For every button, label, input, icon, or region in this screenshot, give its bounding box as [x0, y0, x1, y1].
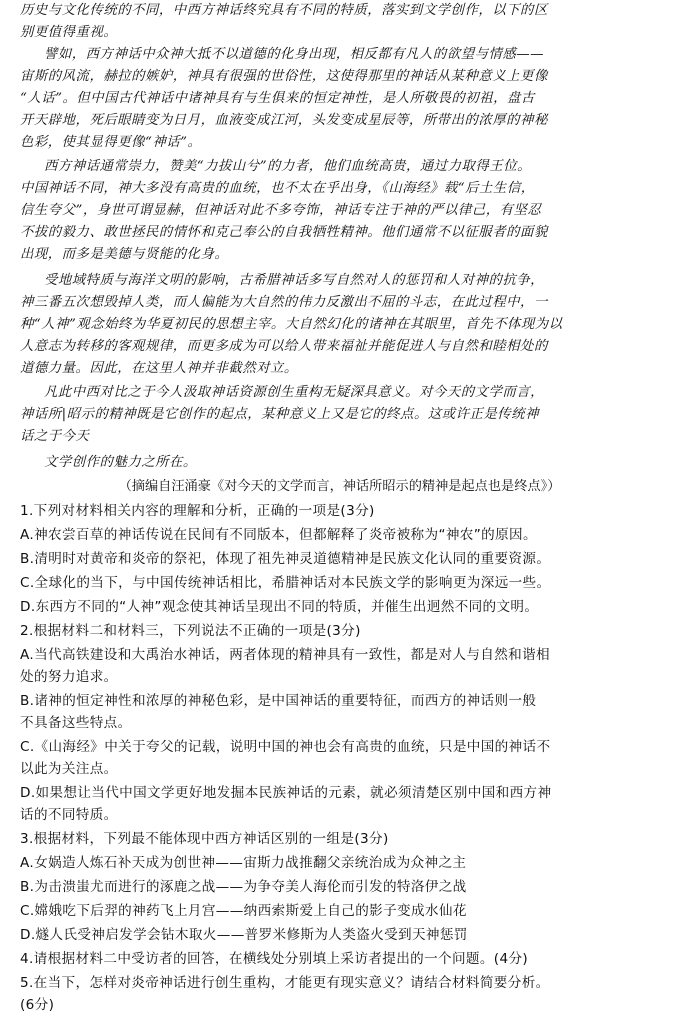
question-3-option-c: C.嫦娥吃下后羿的神药飞上月宫——纳西索斯爱上自己的影子变成水仙花	[20, 903, 467, 919]
passage-source: （摘编自汪涌豪《对今天的文学而言，神话所昭示的精神是起点也是终点》）	[118, 479, 561, 494]
passage-line-20: 话之于今天	[20, 429, 90, 444]
passage-line-19: 神话所|昭示的精神既是它创作的起点，某种意义上又是它的终点。这或许正是传统神	[20, 407, 539, 422]
passage-line-12: 出现，而多是美德与贤能的化身。	[20, 247, 229, 262]
question-2-stem: 2.根据材料二和材料三，下列说法不正确的一项是(3分)	[20, 623, 361, 639]
passage-line-13: 受地域特质与海洋文明的影响，古希腊神话多写自然对人的惩罚和人对神的抗争，	[44, 273, 545, 288]
passage-line-9: 中国神话不同，神大多没有高贵的血统，也不太在乎出身，《山海经》载“后土生信，	[20, 181, 535, 196]
passage-line-3: 譬如，西方神话中众神大抵不以道德的化身出现，相反都有凡人的欲望与情感——	[44, 47, 545, 62]
passage-line-4: 宙斯的风流，赫拉的嫉妒，神具有很强的世俗性，这使得那里的神话从某种意义上更像	[20, 69, 548, 84]
passage-line-1: 历史与文化传统的不同，中西方神话终究具有不同的特质，落实到文学创作，以下的区	[20, 3, 548, 18]
question-2-option-c-cont: 以此为关注点。	[20, 761, 118, 777]
question-3-option-d: D.燧人氏受神启发学会钻木取火——普罗米修斯为人类盗火受到天神惩罚	[20, 927, 468, 943]
passage-line-14: 神三番五次想毁掉人类，而人偏能为大自然的伟力反激出不屈的斗志，在此过程中，一	[20, 295, 548, 310]
passage-line-5: “人话”。但中国古代神话中诸神具有与生俱来的恒定神性，是人所敬畏的初祖，盘古	[20, 91, 535, 106]
question-5-stem: 5.在当下，怎样对炎帝神话进行创生重构，才能更有现实意义？请结合材料简要分析。	[20, 975, 550, 991]
question-1-option-d: D.东西方不同的“人神”观念使其神话呈现出不同的特质，并催生出迥然不同的文明。	[20, 599, 539, 615]
question-4-stem: 4.请根据材料二中受访者的回答，在横线处分别填上采访者提出的一个问题。(4分)	[20, 951, 529, 967]
question-5-score: (6分)	[20, 997, 55, 1013]
question-2-option-a-cont: 处的努力追求。	[20, 669, 118, 685]
passage-line-17: 道德力量。因此，在这里人神并非截然对立。	[20, 361, 298, 376]
question-3-option-b: B.为击溃蚩尤而进行的涿鹿之战——为争夺美人海伦而引发的特洛伊之战	[20, 879, 467, 895]
question-1-option-a: A.神农尝百草的神话传说在民间有不同版本，但都解释了炎帝被称为“神农”的原因。	[20, 527, 537, 543]
question-3-stem: 3.根据材料，下列最不能体现中西方神话区别的一组是(3分)	[20, 831, 389, 847]
passage-line-10: 信生夸父”，身世可谓显赫，但神话对此不多夸饰，神话专注于神的严以律己，有坚忍	[20, 203, 542, 218]
passage-line-18: 凡此中西对比之于今人汲取神话资源创生重构无疑深具意义。对今天的文学而言，	[44, 385, 545, 400]
passage-line-7: 色彩，使其显得更像“神话”。	[20, 135, 202, 150]
question-1-option-c: C.全球化的当下，与中国传统神话相比，希腊神话对本民族文学的影响更为深远一些。	[20, 575, 551, 591]
passage-line-8: 西方神话通常崇力，赞美“力拔山兮”的力者，他们血统高贵，通过力取得王位。	[44, 159, 531, 174]
question-1-stem: 1.下列对材料相关内容的理解和分析，正确的一项是(3分)	[20, 503, 375, 519]
question-2-option-b-cont: 不具备这些特点。	[20, 715, 132, 731]
question-2-option-d-cont: 话的不同特质。	[20, 807, 118, 823]
question-2-option-b: B.诸神的恒定神性和浓厚的神秘色彩，是中国神话的重要特征，而西方的神话则一般	[20, 693, 537, 709]
question-2-option-d: D.如果想让当代中国文学更好地发掘本民族神话的元素，就必须清楚区别中国和西方神	[20, 785, 552, 801]
passage-line-2: 别更值得重视。	[20, 25, 118, 40]
passage-line-21: 文学创作的魅力之所在。	[44, 455, 197, 470]
question-2-option-c: C.《山海经》中关于夸父的记载，说明中国的神也会有高贵的血统，只是中国的神话不	[20, 739, 551, 755]
passage-line-11: 不拔的毅力、敢世拯民的情怀和克己奉公的自我牺牲精神。他们通常不以征服者的面貌	[20, 225, 548, 240]
question-1-option-b: B.清明时对黄帝和炎帝的祭祀，体现了祖先神灵道德精神是民族文化认同的重要资源。	[20, 551, 551, 567]
passage-line-6: 开天辟地，死后眼睛变为日月，血液变成江河，头发变成星辰等，所带出的浓厚的神秘	[20, 113, 548, 128]
passage-line-15: 种“人神”观念始终为华夏初民的思想主宰。大自然幻化的诸神在其眼里，首先不体现为以	[20, 317, 563, 332]
question-2-option-a: A.当代高铁建设和大禹治水神话，两者体现的精神具有一致性，都是对人与自然和谐相	[20, 647, 550, 663]
passage-line-16: 人意志为转移的客观规律，而更多成为可以给人带来福祉并能促进人与自然和睦相处的	[20, 339, 548, 354]
question-3-option-a: A.女娲造人炼石补天成为创世神——宙斯力战推翻父亲统治成为众神之主	[20, 855, 467, 871]
